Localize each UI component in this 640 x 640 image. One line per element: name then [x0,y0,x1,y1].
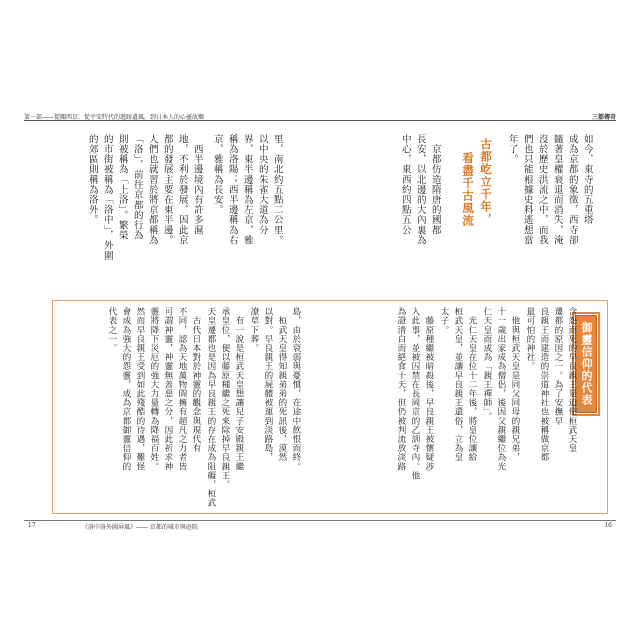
sidebar-column: 可謂神靈，神靈無善惡之分，因此祈求神 [162,307,173,471]
right-intro-column: 如今，東寺的五重塔 [581,134,593,225]
sidebar-column: 含怨而死的早良親王是迫使桓武天皇 [566,307,577,453]
sidebar-column: 天皇遷都也是因為早良親王的存在成為阻礙，桓武 [205,307,216,508]
left-page-number: 17 [28,522,36,529]
sidebar-column: 古代日本對於神靈的觀念與現代有 [190,307,201,453]
sidebar-column: 他與桓武天皇是同父同母的親兄弟， [509,307,520,462]
left-footer-title: 《洛中洛外圖屏風》—— 京都的城市與庭院 [82,524,198,531]
right-body-column: 京都仿造隋唐的國都 [429,134,441,235]
left-body-column: 地，不利於發展，因此京 [176,134,188,246]
left-body-column: 界，東半邊稱為左京，雅 [241,134,253,246]
right-intro-column: 隨著皇權衰退而消失，淹 [551,134,563,246]
sidebar-column: 承皇位，便以藤原種繼之死來除掉早良親王。 [219,307,230,489]
book-spread [12,92,628,544]
section-heading: 古都屹立千年， [479,138,493,226]
right-intro-column: 年了。 [506,134,518,165]
left-body-column: 則被稱為「上洛」。繁榮 [116,134,128,241]
sidebar-column: 桓武天皇得知親弟弟的死訊後，漠然 [276,307,287,462]
left-body-column: 稱為洛陽；西半邊稱為右 [226,134,238,246]
sidebar-box [52,300,608,514]
left-body-column: 京，雅稱為長安。 [211,134,223,215]
sidebar-column: 島，由於衰弱與憂憤，在途中飲恨而終。 [290,307,301,471]
sidebar-column: 不同，認為天地萬物間擁有超凡之力者皆 [176,307,187,471]
right-intro-column: 們也只能根據史料遙想當 [521,134,533,246]
right-footer-rule [320,520,616,521]
sidebar-column: 遷都的原因之一。為了安撫早 [552,307,563,426]
sidebar-column: 最可怕的神社。 [524,307,535,371]
sidebar-column: 靈將降下災厄的強大力量轉為降福百姓。 [148,307,159,471]
left-running-head: 第一部——從關西京：從平安時代的遊跡遺風，到日本人的心靈故鄉 [24,114,205,121]
sidebar-column: 入此事，並被囚禁在長岡京的乙訓寺內。他 [409,307,420,480]
left-body-column: 的郊區則稱為洛外。 [86,134,98,225]
sidebar-column: 為證清白而絕食十天，但仍被判流放淡路 [395,307,406,471]
sidebar-column: 有一說是桓武天皇想讓兒子安殿親王繼 [233,307,244,471]
left-footer-rule [24,520,320,521]
sidebar-column: 以對。早良親王的屍體被運到淡路島， [262,307,273,462]
left-body-column: 西半邊境內有許多濕 [191,134,203,235]
left-body-column: 的市街被稱為「洛中」，外圍 [101,134,113,261]
right-body-column: 中心，東西約四點五公 [399,134,411,235]
left-body-column: 里，南北約五點二公里。 [271,134,283,246]
sidebar-column: 仁天皇而成為「親王禪師」。 [481,307,492,421]
left-body-column: 以中央的朱雀大道為分 [256,134,268,235]
sidebar-column: 太子。 [438,307,449,335]
sidebar-column: 然而早良親王受到如此殘酷的待遇，難怪 [134,307,145,471]
right-page-number: 16 [604,522,612,529]
section-heading: 看盡千古風流 [461,152,475,227]
right-intro-column: 成為京都的象徵，西寺卻 [566,134,578,246]
sidebar-column: 代表之一。 [106,307,117,353]
left-body-column: 人們也就習於將京都稱為 [146,134,158,246]
sidebar-column: 潦草下葬。 [248,307,259,353]
sidebar-column: 會成為強大的怨靈，成為京都御靈信仰的 [120,307,131,471]
sidebar-column: 藤原種繼被暗殺後，早良親王被懷疑涉 [423,307,434,471]
sidebar-column: 光仁天皇在位十二年後，將皇位讓給 [466,307,477,462]
left-body-column: 「洛」，前往京都的行為 [131,134,143,241]
right-running-head: 三都傳奇 [591,114,616,121]
sidebar-column: 良親王而建造的崇道神社也被稱做京都 [538,307,549,462]
left-header-rule [24,120,320,121]
sidebar-column: 十一歲出家成為僧侶，後因父親繼位為光 [495,307,506,471]
left-body-column: 都的發展主要在東半邊。 [161,134,173,246]
sidebar-column: 桓武天皇，並讓早良親王還俗，立為皇 [452,307,463,462]
right-intro-column: 沒於歷史洪流之中，而我 [536,134,548,246]
sidebar-title: 御靈信仰的代表 [575,315,597,413]
right-body-column: 長安，以北邊的大內裏為 [414,134,426,246]
right-header-rule [320,120,616,121]
